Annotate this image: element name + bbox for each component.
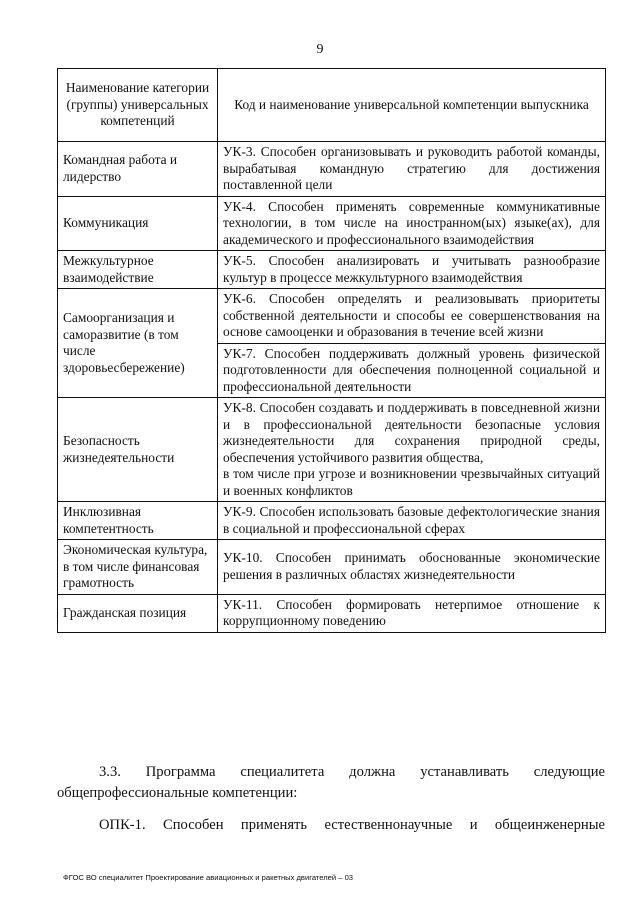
competence-text: в том числе при угрозе и возникновении чрезвычайных ситуаций и военных конфликтов (223, 466, 600, 498)
header-category: Наименование категории (группы) универсальных компетенций (58, 69, 218, 142)
header-competence: Код и наименование универсальной компетенции выпускника (218, 69, 606, 142)
category-cell: Гражданская позиция (58, 594, 218, 632)
page-footer: ФГОС ВО специалитет Проектирование авиационных и ракетных двигателей – 03 (63, 873, 354, 882)
table-row (58, 594, 606, 632)
table-header-row (58, 69, 606, 142)
category-cell: Безопасность жизнедеятельности (58, 398, 218, 502)
table-row (58, 502, 606, 540)
competence-cell (218, 398, 606, 502)
category-cell: Инклюзивная компетентность (58, 502, 218, 540)
table-row (58, 289, 606, 344)
section-paragraph-line: общепрофессиональные компетенции: (57, 785, 298, 801)
competence-cell: УК-5. Способен анализировать и учитывать разнообразие культур в процессе межкультурного взаимодействия (218, 251, 606, 289)
competence-text: УК-8. Способен создавать и поддерживать в повседневной жизни и в профессиональной деятельности безопасные условия жизнедеятельности для сохранения природной среды, обеспечения устойчивого развития общества, (223, 400, 600, 465)
table-row (58, 251, 606, 289)
table-row (58, 540, 606, 595)
table-row (58, 398, 606, 502)
competence-cell: УК-10. Способен принимать обоснованные экономические решения в различных областях жизнедеятельности (218, 540, 606, 595)
category-cell: Экономическая культура, в том числе финансовая грамотность (58, 540, 218, 595)
table-row (58, 142, 606, 197)
competence-cell: УК-11. Способен формировать нетерпимое отношение к коррупционному поведению (218, 594, 606, 632)
category-cell: Коммуникация (58, 196, 218, 251)
competence-cell: УК-4. Способен применять современные коммуникативные технологии, в том числе на иностранном(ых) языке(ах), для академического и профессионального взаимодействия (218, 196, 606, 251)
table-row (58, 196, 606, 251)
competence-table (57, 68, 606, 633)
page-number: 9 (316, 42, 324, 57)
category-cell: Самоорганизация и саморазвитие (в том числе здоровьесбережение) (58, 289, 218, 398)
category-cell: Командная работа и лидерство (58, 142, 218, 197)
competence-cell: УК-9. Способен использовать базовые дефектологические знания в социальной и профессиональной сферах (218, 502, 606, 540)
category-cell: Межкультурное взаимодействие (58, 251, 218, 289)
competence-cell: УК-3. Способен организовывать и руководить работой команды, вырабатывая командную стратегию для достижения поставленной цели (218, 142, 606, 197)
competence-cell: УК-6. Способен определять и реализовывать приоритеты собственной деятельности и способы ее совершенствования на основе самооценки и образования в течение всей жизни (218, 289, 606, 344)
section-paragraph-line: 3.3. Программа специалитета должна устанавливать следующие (99, 764, 605, 780)
competence-cell: УК-7. Способен поддерживать должный уровень физической подготовленности для обеспечения полноценной социальной и профессиональной деятельности (218, 343, 606, 398)
opk-paragraph: ОПК-1. Способен применять естественнонаучные и общеинженерные (99, 817, 605, 833)
